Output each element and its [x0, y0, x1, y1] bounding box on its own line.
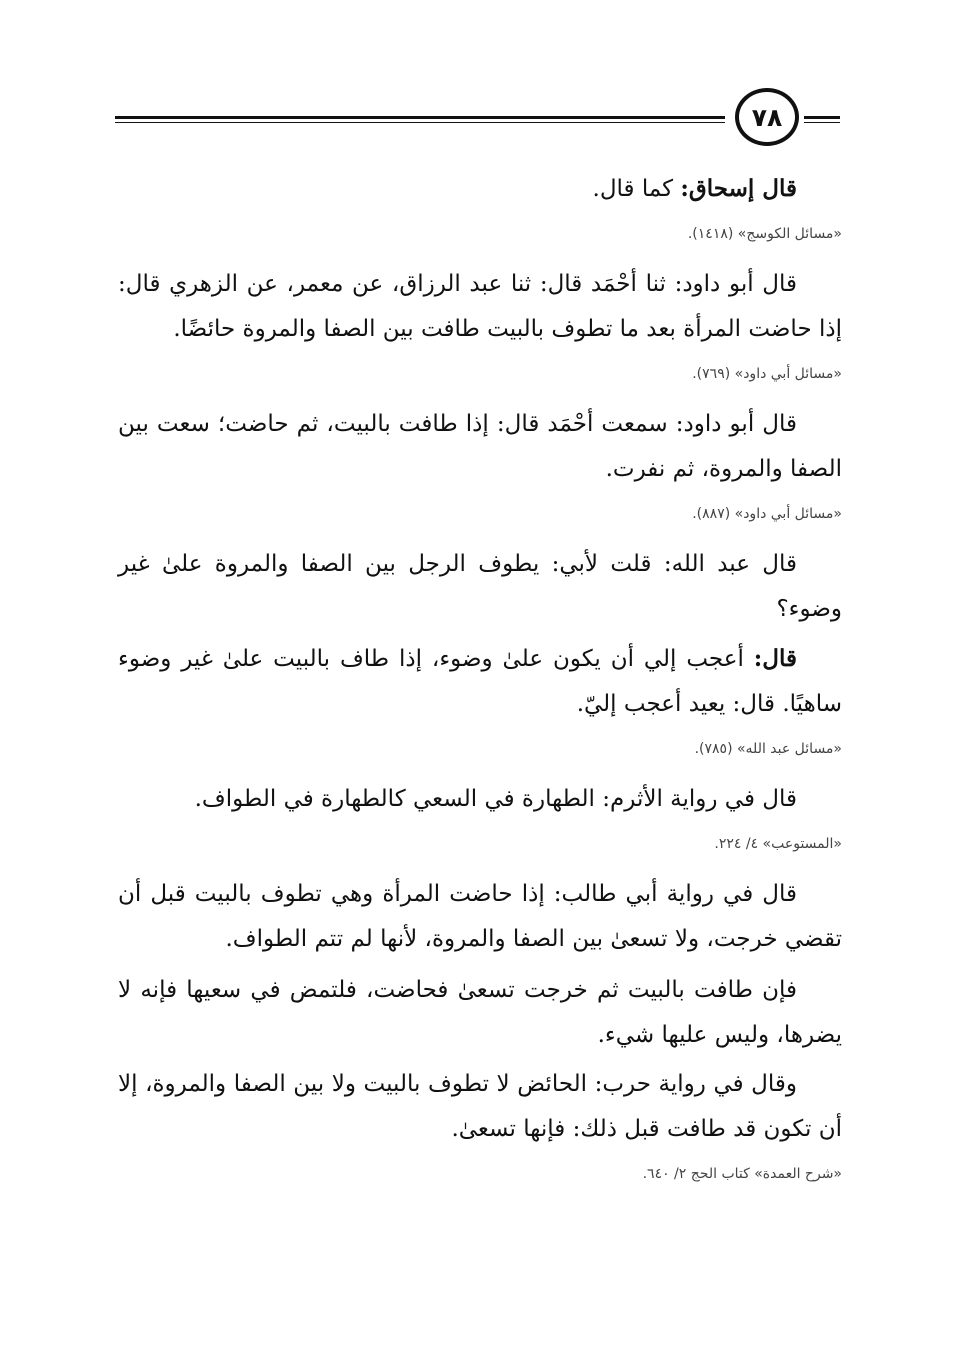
paragraph-6: قال في رواية الأثرم: الطهارة في السعي كالطهارة في الطواف.: [194, 786, 797, 812]
page-content: [118, 166, 842, 1202]
reference-5: «المستوعب» ٤/ ٢٢٤.: [714, 836, 842, 852]
reference-6: «شرح العمدة» كتاب الحج ٢/ ٦٤٠.: [642, 1166, 842, 1182]
page-header: [115, 88, 840, 152]
reference-2: «مسائل أبي داود» (٧٦٩).: [692, 366, 842, 382]
page-number: ٧٨: [751, 102, 783, 132]
page-number-badge: [735, 88, 799, 146]
header-rule-right-thick: [804, 116, 840, 119]
paragraph-4: قال عبد الله: قلت لأبي: يطوف الرجل بين الصفا والمروة علىٰ غير وضوء؟: [118, 551, 842, 622]
reference-3: «مسائل أبي داود» (٨٨٧).: [692, 506, 842, 522]
header-rule-thin: [115, 122, 725, 123]
header-rule-thick: [115, 116, 725, 119]
paragraph-2: قال أبو داود: ثنا أحْمَد قال: ثنا عبد الرزاق، عن معمر، عن الزهري قال: إذا حاضت المرأة بعد ما تطوف بالبيت طافت بين الصفا والمروة حائضًا.: [118, 271, 842, 342]
paragraph-1-label: قال إسحاق:: [680, 175, 797, 202]
header-rule-right-thin: [804, 122, 840, 123]
paragraph-1: [118, 166, 842, 212]
reference-1: «مسائل الكوسج» (١٤١٨).: [687, 226, 842, 242]
paragraph-7: قال في رواية أبي طالب: إذا حاضت المرأة وهي تطوف بالبيت قبل أن تقضي خرجت، ولا تسعىٰ بين الصفا والمروة، لأنها لم تتم الطواف.: [118, 881, 842, 952]
paragraph-5: [118, 636, 842, 727]
paragraph-5-text: أعجب إلي أن يكون علىٰ وضوء، إذا طاف بالبيت علىٰ غير وضوء ساهيًا. قال: يعيد أعجب إليّ.: [118, 646, 842, 717]
paragraph-1-text: كما قال.: [592, 176, 674, 202]
paragraph-9: وقال في رواية حرب: الحائض لا تطوف بالبيت ولا بين الصفا والمروة، إلا أن تكون قد طافت قبل ذلك: فإنها تسعىٰ.: [118, 1071, 842, 1142]
reference-4: «مسائل عبد الله» (٧٨٥).: [694, 741, 842, 757]
paragraph-8: فإن طافت بالبيت ثم خرجت تسعىٰ فحاضت، فلتمض في سعيها فإنه لا يضرها، وليس عليها شيء.: [118, 977, 842, 1048]
paragraph-5-label: قال:: [753, 645, 797, 672]
paragraph-3: قال أبو داود: سمعت أحْمَد قال: إذا طافت بالبيت، ثم حاضت؛ سعت بين الصفا والمروة، ثم نفرت.: [118, 411, 842, 482]
